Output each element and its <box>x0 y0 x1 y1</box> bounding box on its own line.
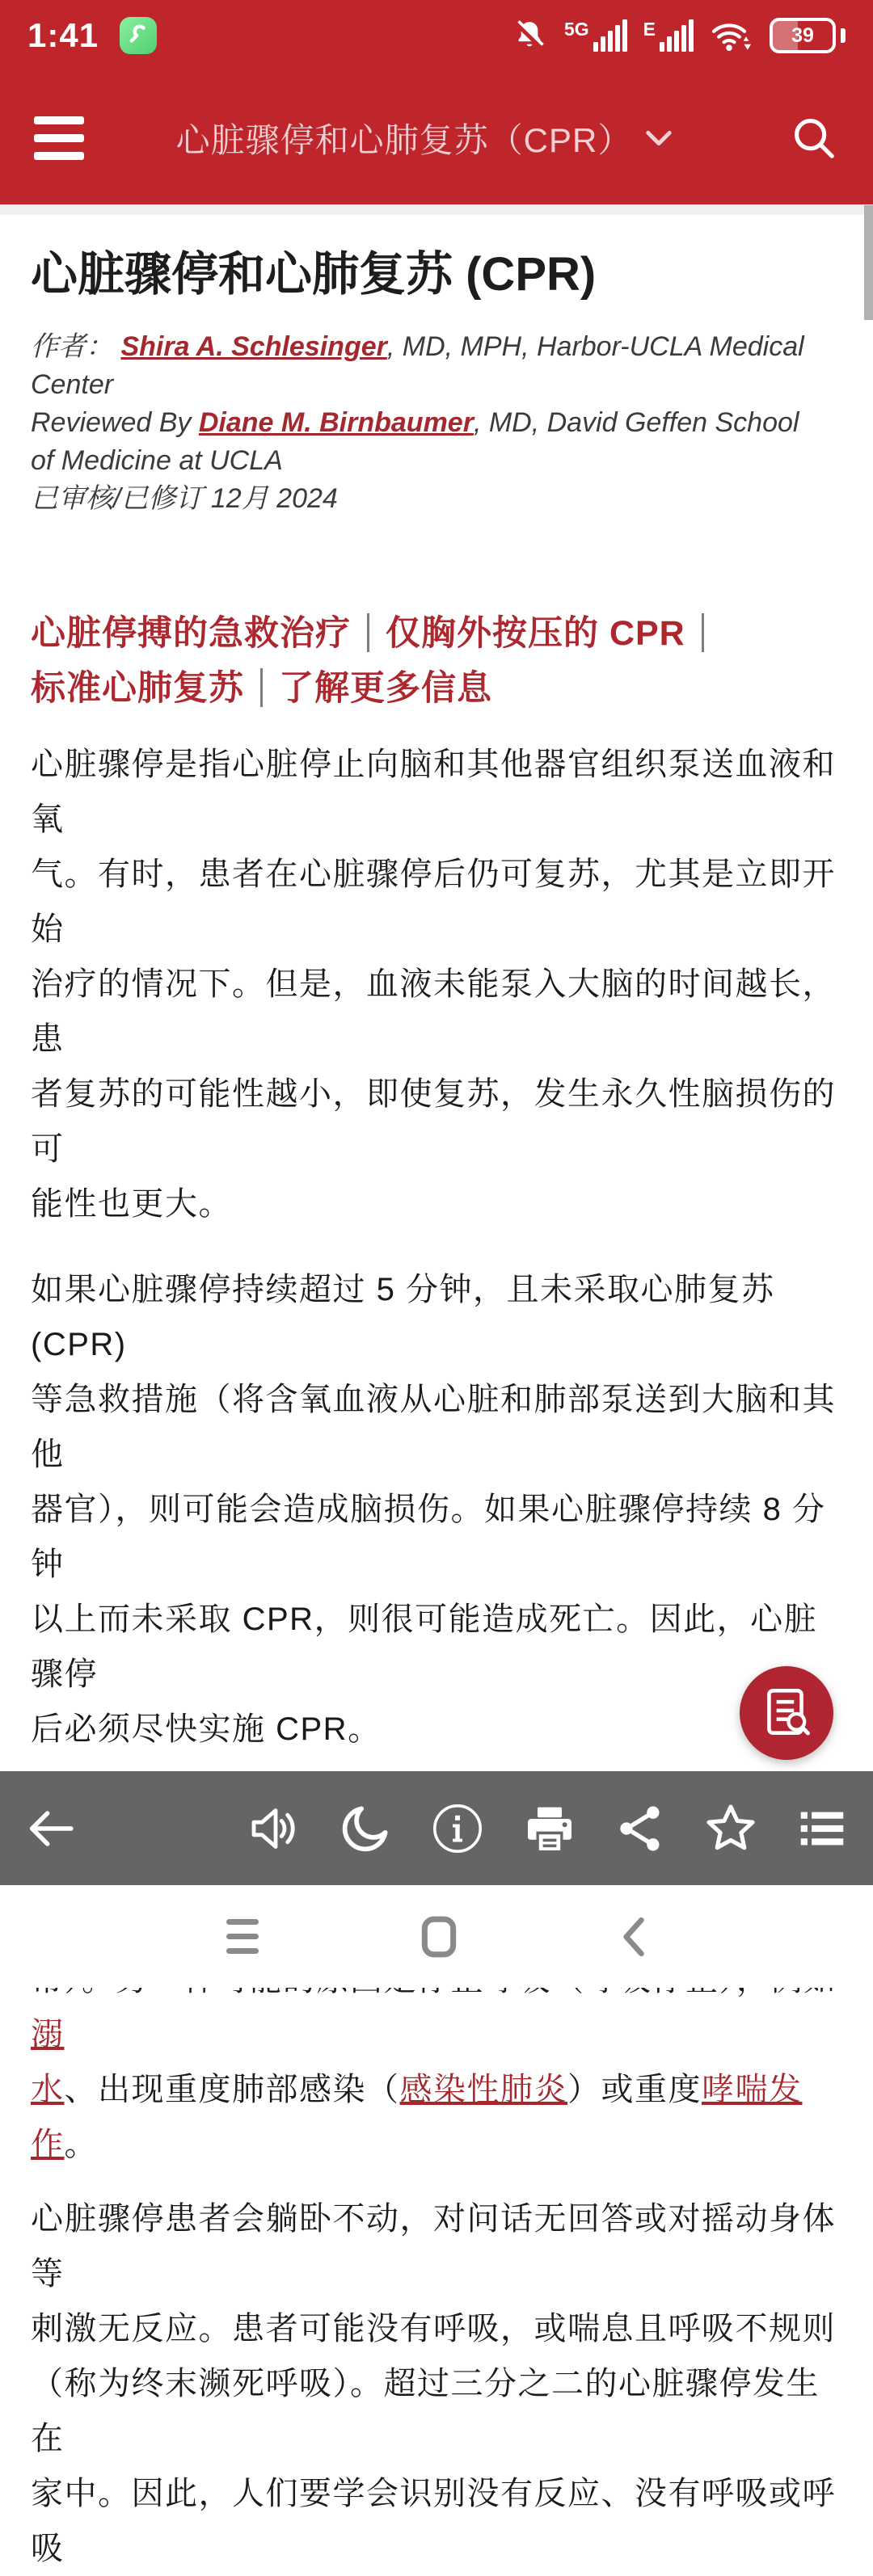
paragraph-4 <box>31 2191 842 2576</box>
inline-link[interactable]: 标准心肺复苏 <box>31 669 244 708</box>
home-square-icon <box>420 1915 458 1959</box>
text-segment: 者复苏的可能性越小，即使复苏，发生永久性脑损伤的可 <box>31 1076 836 1167</box>
bell-muted-icon <box>511 17 548 54</box>
page-title: 心脏骤停和心肺复苏 (CPR) <box>31 248 597 301</box>
inline-link[interactable]: Shira A. Schlesinger <box>120 331 387 362</box>
separator <box>367 613 369 652</box>
menu-button[interactable] <box>34 116 84 160</box>
network-type-label-2: E <box>643 19 656 40</box>
search-button[interactable] <box>789 113 839 163</box>
battery-icon <box>770 18 836 53</box>
star-icon <box>702 1799 760 1858</box>
wrench-notification-icon <box>120 17 157 54</box>
separator <box>702 613 704 652</box>
paragraph-1 <box>31 737 842 1231</box>
text-segment: 作者： <box>31 331 121 362</box>
wifi-icon <box>710 16 753 55</box>
read-aloud-button[interactable] <box>244 1799 302 1858</box>
text-segment: 刺激无反应。患者可能没有呼吸，或喘息且呼吸不规则 <box>31 2311 836 2347</box>
scrollbar-thumb[interactable] <box>864 205 873 320</box>
inline-link[interactable]: 水 <box>31 2072 65 2107</box>
app-bar-title-group[interactable] <box>84 114 765 162</box>
signal-e-icon <box>643 19 694 52</box>
text-segment: 心脏骤停患者会躺卧不动，对问话无回答或对摇动身体等 <box>31 2201 836 2292</box>
status-bar <box>0 0 873 71</box>
text-segment: 治疗的情况下。但是，血液未能泵入大脑的时间越长，患 <box>31 966 836 1057</box>
text-segment: 能性也更大。 <box>31 1186 232 1222</box>
text-segment: 已审核/已修订 12月 2024 <box>31 483 338 514</box>
app-bar <box>0 71 873 204</box>
text-segment: , MD, David Geffen School <box>473 407 799 438</box>
share-icon <box>613 1801 668 1856</box>
inline-link[interactable]: 心脏停搏的急救治疗 <box>31 614 351 653</box>
article-content <box>0 242 873 2576</box>
text-segment: 如果心脏骤停持续超过 5 分钟，且未采取心肺复苏 (CPR) <box>31 1272 775 1362</box>
status-icons <box>511 16 846 55</box>
nav-back-button[interactable] <box>619 1915 647 1959</box>
header-shadow-strip <box>0 204 873 215</box>
network-type-label: 5G <box>563 19 589 40</box>
text-segment: 家中。因此，人们要学会识别没有反应、没有呼吸或呼吸 <box>31 2476 836 2566</box>
inline-link[interactable]: 了解更多信息 <box>279 669 492 708</box>
inline-link[interactable]: 感染性肺炎 <box>399 2072 567 2107</box>
inline-link[interactable]: 溺 <box>31 2017 65 2052</box>
text-segment: 、出现重度肺部感染（ <box>64 2072 400 2107</box>
info-icon <box>428 1799 487 1858</box>
document-search-icon <box>757 1683 816 1743</box>
back-button[interactable] <box>23 1800 79 1857</box>
android-navbar <box>0 1885 873 1988</box>
search-in-document-fab[interactable] <box>740 1666 833 1760</box>
inline-link[interactable]: 仅胸外按压的 CPR <box>386 614 685 653</box>
printer-icon <box>521 1799 579 1858</box>
back-arrow-icon <box>23 1800 79 1857</box>
recent-apps-button[interactable] <box>226 1919 259 1954</box>
text-segment: of Medicine at UCLA <box>31 445 283 476</box>
text-segment: 气。有时，患者在心脏骤停后仍可复苏，尤其是立即开始 <box>31 857 836 947</box>
text-segment: （称为终末濒死呼吸）。超过三分之二的心脏骤停发生在 <box>31 2366 820 2456</box>
inline-link[interactable]: 哮喘发作 <box>31 2072 803 2162</box>
chevron-down-icon <box>645 129 673 147</box>
battery-percent: 39 <box>791 23 814 47</box>
share-button[interactable] <box>613 1801 668 1856</box>
inline-link[interactable]: Diane M. Birnbaumer <box>198 407 474 438</box>
wrench-icon <box>126 23 150 48</box>
toolbar-actions <box>244 1799 850 1858</box>
chevron-left-icon <box>619 1915 647 1959</box>
text-segment: ）或重度 <box>567 2072 702 2107</box>
paragraph-2 <box>31 1262 842 1757</box>
battery-cap <box>841 28 846 43</box>
text-segment: Center <box>31 369 114 400</box>
contents-list-button[interactable] <box>794 1800 850 1857</box>
byline <box>31 328 842 518</box>
info-button[interactable] <box>428 1799 487 1858</box>
text-segment: 心脏骤停是指心脏停止向脑和其他器官组织泵送血液和氧 <box>31 747 836 837</box>
list-icon <box>794 1800 850 1857</box>
text-segment: 。 <box>64 2127 98 2162</box>
app-bar-title[interactable]: 心脏骤停和心肺复苏（CPR） <box>175 120 633 159</box>
signal-5g-icon <box>564 19 627 52</box>
separator <box>260 668 263 707</box>
home-button[interactable] <box>420 1915 458 1959</box>
text-segment: 后必须尽快实施 CPR。 <box>31 1711 382 1747</box>
speaker-icon <box>244 1799 302 1858</box>
text-segment: 器官），则可能会造成脑损伤。如果心脏骤停持续 8 分钟 <box>31 1492 826 1582</box>
section-links <box>31 606 842 716</box>
favorite-button[interactable] <box>702 1799 760 1858</box>
print-button[interactable] <box>521 1799 579 1858</box>
text-segment: 以上而未采取 CPR，则很可能造成死亡。因此，心脏骤停 <box>31 1602 818 1692</box>
status-time: 1:41 <box>27 16 99 54</box>
text-segment: Reviewed By <box>31 407 199 438</box>
moon-icon <box>336 1799 394 1858</box>
night-mode-button[interactable] <box>336 1799 394 1858</box>
text-segment: 等急救措施（将含氧血液从心脏和肺部泵送到大脑和其他 <box>31 1382 836 1472</box>
text-segment: , MD, MPH, Harbor-UCLA Medical <box>386 331 804 362</box>
search-icon <box>789 113 839 163</box>
bottom-toolbar <box>0 1771 873 1885</box>
